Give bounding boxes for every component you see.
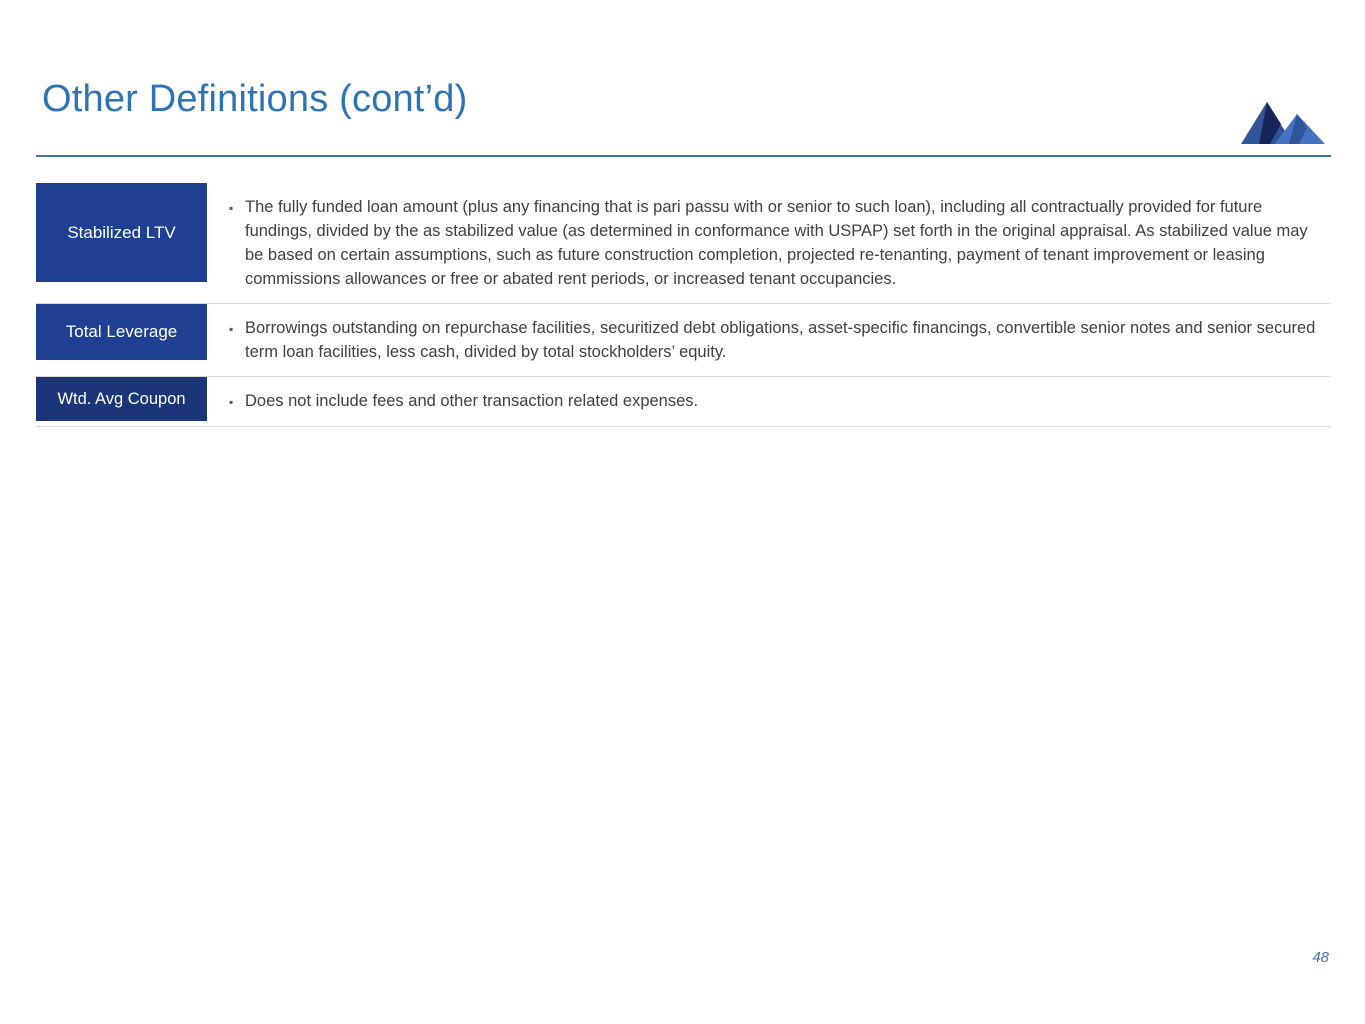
description-cell: [207, 183, 1331, 303]
mountain-logo-icon: [1237, 92, 1329, 146]
term-cell-wtd-avg-coupon: Wtd. Avg Coupon: [36, 377, 207, 421]
page-title: Other Definitions (cont’d): [42, 78, 468, 120]
bullet-icon: ▪: [229, 322, 234, 336]
description-cell: [207, 304, 1331, 376]
table-row: [36, 304, 1331, 377]
description-text: Does not include fees and other transaction related expenses.: [245, 392, 699, 410]
description-text: The fully funded loan amount (plus any financing that is pari passu with or senior to such loan), including all contractually provided for future fundings, divided by the as stabilized value (as determined in conformance with USPAP) set forth in the original appraisal. As stabilized value may be based on certain assumptions, such as future construction completion, projected re-tenanting, payment of tenant improvement or leasing commissions allowances or free or abated rent periods, or increased tenant occupancies.: [245, 198, 1308, 288]
description-cell: [207, 377, 1331, 426]
page-number: 48: [1312, 949, 1329, 966]
definitions-table: [36, 182, 1331, 427]
table-row: [36, 182, 1331, 304]
term-cell-stabilized-ltv: Stabilized LTV: [36, 183, 207, 282]
description-text: Borrowings outstanding on repurchase facilities, securitized debt obligations, asset-specific financings, convertible senior notes and senior secured term loan facilities, less cash, divided by total stockholders’ equity.: [245, 319, 1316, 361]
term-cell-total-leverage: Total Leverage: [36, 304, 207, 360]
slide-header: [0, 78, 1365, 160]
header-divider: [36, 155, 1331, 157]
bullet-icon: ▪: [229, 395, 234, 409]
table-row: [36, 377, 1331, 427]
bullet-icon: ▪: [229, 201, 234, 215]
